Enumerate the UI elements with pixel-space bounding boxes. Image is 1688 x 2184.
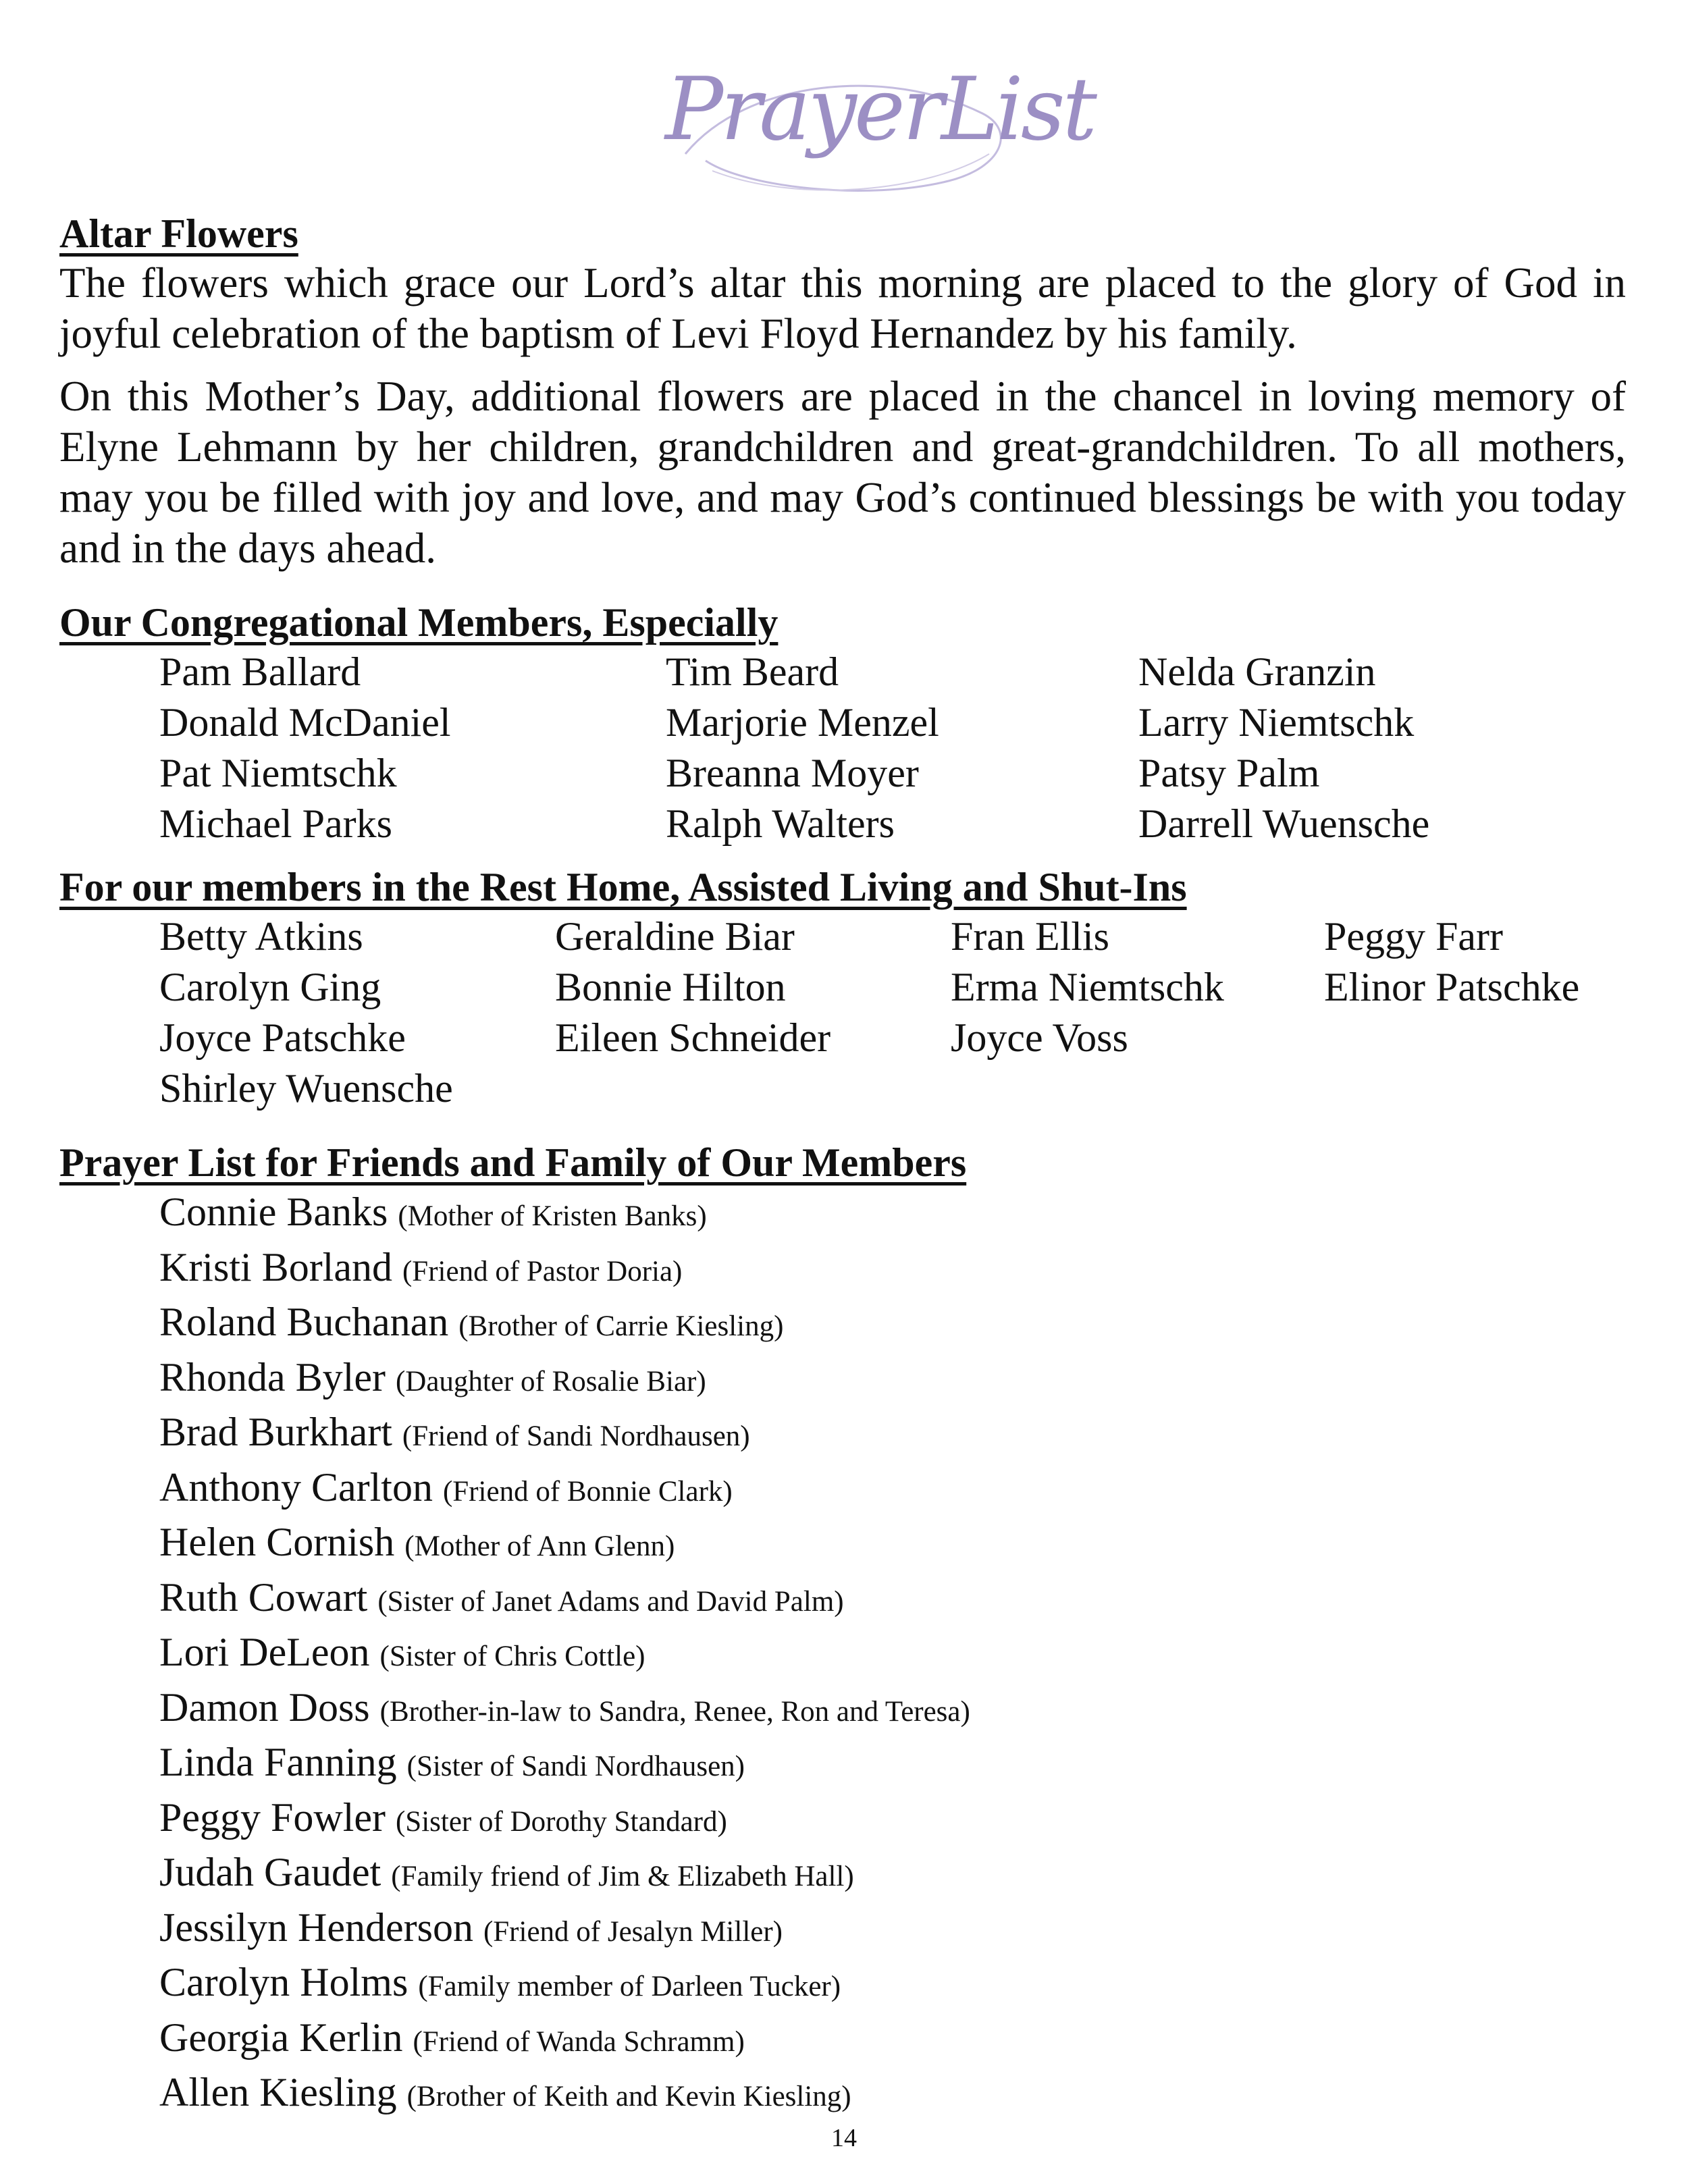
- friend-relation: (Friend of Sandi Nordhausen): [402, 1420, 750, 1452]
- friend-item: [159, 2067, 1626, 2123]
- friend-name: Lori DeLeon: [159, 1630, 370, 1674]
- friend-name: Jessilyn Henderson: [159, 1905, 473, 1950]
- friend-relation: (Family friend of Jim & Elizabeth Hall): [391, 1861, 854, 1892]
- rest-home-name: [1324, 1013, 1662, 1063]
- friend-relation: (Sister of Dorothy Standard): [395, 1805, 727, 1838]
- friend-name: Carolyn Holms: [159, 1960, 408, 2004]
- member-name: Pam Ballard: [159, 649, 361, 694]
- friend-item: [159, 1407, 1626, 1462]
- friend-name: Linda Fanning: [159, 1740, 397, 1784]
- friend-relation: (Friend of Wanda Schramm): [413, 2025, 745, 2058]
- friend-item: [159, 1187, 1626, 1242]
- friend-relation: (Friend of Pastor Doria): [402, 1255, 683, 1287]
- friends-heading: Prayer List for Friends and Family of Our Members: [59, 1140, 967, 1185]
- friend-name: Peggy Fowler: [159, 1794, 386, 1840]
- friend-relation: (Family member of Darleen Tucker): [418, 1971, 841, 2002]
- member-name: Donald McDaniel: [159, 700, 451, 745]
- friend-item: [159, 1682, 1626, 1738]
- friend-name: Rhonda Byler: [159, 1354, 386, 1400]
- friend-relation: (Brother-in-law to Sandra, Renee, Ron and Teresa): [379, 1695, 970, 1728]
- friend-relation: (Friend of Jesalyn Miller): [483, 1915, 783, 1948]
- members-list: [59, 647, 1626, 849]
- friend-item: [159, 1737, 1626, 1792]
- rest-home-name: Peggy Farr: [1324, 914, 1503, 959]
- members-heading: Our Congregational Members, Especially: [59, 600, 779, 645]
- member-name: Pat Niemtschk: [159, 751, 397, 795]
- friend-relation: (Sister of Chris Cottle): [379, 1641, 645, 1672]
- friend-item: [159, 1847, 1626, 1902]
- friend-item: [159, 1517, 1626, 1572]
- friend-relation: (Mother of Ann Glenn): [404, 1530, 675, 1562]
- friend-item: [159, 1572, 1626, 1628]
- friend-name: Judah Gaudet: [159, 1850, 381, 1894]
- friend-name: Kristi Borland: [159, 1244, 392, 1289]
- rest-home-heading: For our members in the Rest Home, Assisted Living and Shut-Ins: [59, 865, 1187, 909]
- rest-home-name: Geraldine Biar: [555, 914, 795, 959]
- friend-name: Ruth Cowart: [159, 1574, 368, 1620]
- rest-home-name: Betty Atkins: [159, 914, 363, 959]
- rest-home-list: [59, 911, 1626, 1114]
- friend-name: Roland Buchanan: [159, 1300, 449, 1344]
- member-name: Larry Niemtschk: [1138, 700, 1415, 745]
- member-name: Tim Beard: [666, 649, 839, 694]
- altar-paragraph-2: On this Mother’s Day, additional flowers are placed in the chancel in loving memory of Elyne Lehmann by her children, grandchildren and great-grandchildren. To all mothers, may you be filled with joy and love, and may God’s continued blessings be with you today and in the days ahead.: [59, 373, 1626, 572]
- member-name: Marjorie Menzel: [666, 700, 939, 745]
- friend-name: Anthony Carlton: [159, 1464, 433, 1510]
- rest-home-name: Joyce Patschke: [159, 1015, 406, 1060]
- member-name: Breanna Moyer: [666, 751, 919, 795]
- friend-item: [159, 2013, 1626, 2068]
- friend-relation: (Friend of Bonnie Clark): [442, 1475, 733, 1508]
- rest-home-name: Joyce Voss: [951, 1015, 1128, 1060]
- friend-item: [159, 1297, 1626, 1352]
- member-name: Darrell Wuensche: [1138, 801, 1430, 846]
- friend-item: [159, 1462, 1626, 1518]
- friend-relation: (Mother of Kristen Banks): [398, 1200, 707, 1232]
- friend-relation: (Brother of Keith and Kevin Kiesling): [406, 2081, 851, 2112]
- friend-name: Allen Kiesling: [159, 2070, 397, 2114]
- friend-item: [159, 1957, 1626, 2013]
- rest-home-name: Shirley Wuensche: [159, 1066, 453, 1111]
- member-name: Ralph Walters: [666, 801, 895, 846]
- page-number: 14: [831, 2124, 857, 2152]
- friend-item: [159, 1352, 1626, 1408]
- page-content: [59, 209, 1626, 2123]
- altar-paragraph-1: The flowers which grace our Lord’s altar this morning are placed to the glory of God in joyful celebration of the baptism of Levi Floyd Hernandez by his family.: [59, 259, 1626, 357]
- rest-home-name: Erma Niemtschk: [951, 965, 1224, 1009]
- rest-home-name: Bonnie Hilton: [555, 965, 786, 1009]
- logo-text: PrayerList: [665, 59, 1094, 160]
- friend-relation: (Sister of Sandi Nordhausen): [406, 1751, 745, 1782]
- member-name: Michael Parks: [159, 801, 392, 846]
- prayer-list-logo: [665, 53, 1094, 208]
- friend-relation: (Daughter of Rosalie Biar): [395, 1365, 706, 1397]
- friends-list: [59, 1187, 1626, 2123]
- member-name: Nelda Granzin: [1138, 649, 1376, 694]
- friend-name: Damon Doss: [159, 1684, 370, 1730]
- friend-item: [159, 1242, 1626, 1298]
- friend-item: [159, 1902, 1626, 1958]
- friend-item: [159, 1792, 1626, 1848]
- friend-relation: (Brother of Carrie Kiesling): [458, 1310, 784, 1342]
- rest-home-name: Fran Ellis: [951, 914, 1109, 959]
- friend-item: [159, 1627, 1626, 1682]
- rest-home-name: Eileen Schneider: [555, 1015, 831, 1060]
- friend-name: Helen Cornish: [159, 1520, 395, 1564]
- altar-flowers-heading: Altar Flowers: [59, 211, 298, 256]
- rest-home-name: Carolyn Ging: [159, 965, 381, 1009]
- friend-name: Brad Burkhart: [159, 1410, 392, 1454]
- friend-name: Connie Banks: [159, 1190, 388, 1234]
- member-name: Patsy Palm: [1138, 751, 1320, 795]
- friend-name: Georgia Kerlin: [159, 2015, 403, 2060]
- friend-relation: (Sister of Janet Adams and David Palm): [377, 1585, 844, 1618]
- rest-home-name: Elinor Patschke: [1324, 965, 1580, 1009]
